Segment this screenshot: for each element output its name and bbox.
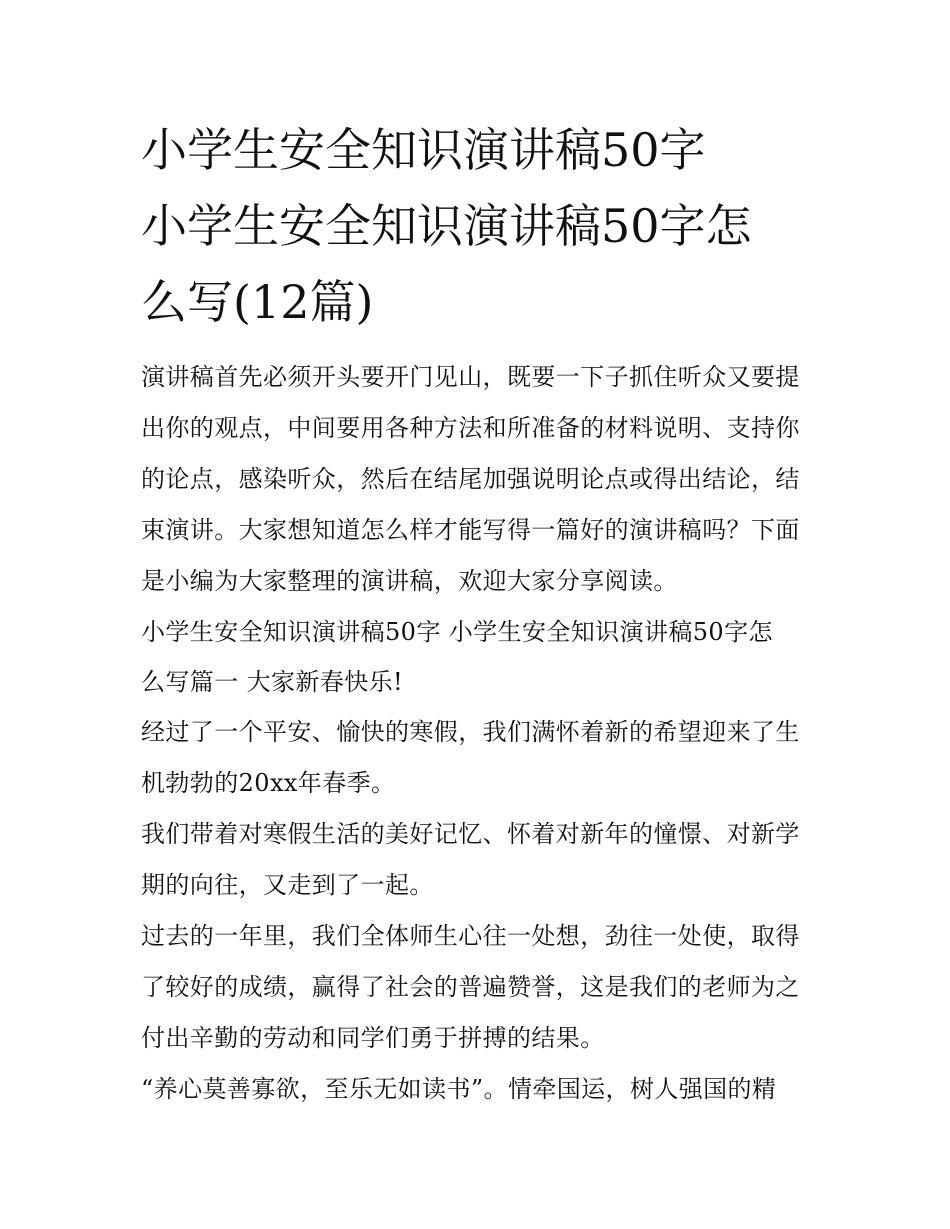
text-line: 机勃勃的20xx年春季。 (141, 769, 396, 797)
title-line-3: 么写(12篇) (141, 275, 374, 329)
title-line-1: 小学生安全知识演讲稿50字 (141, 123, 706, 177)
text-line: 演讲稿首先必须开头要开门见山，既要一下子抓住听众又要提 (141, 363, 800, 391)
paragraph-intro (141, 352, 813, 607)
text-line: 付出辛勤的劳动和同学们勇于拼搏的结果。 (141, 1024, 605, 1052)
paragraph-body (141, 911, 813, 1064)
text-line: 是小编为大家整理的演讲稿，欢迎大家分享阅读。 (141, 567, 678, 595)
text-line: 的论点，感染听众，然后在结尾加强说明论点或得出结论，结 (141, 465, 800, 493)
text-line: 出你的观点，中间要用各种方法和所准备的材料说明、支持你 (141, 414, 800, 442)
document-title (141, 112, 821, 340)
text-line: 小学生安全知识演讲稿50字 小学生安全知识演讲稿50字怎 (141, 618, 773, 646)
text-line: 期的向往，又走到了一起。 (141, 871, 434, 899)
text-line: 过去的一年里，我们全体师生心往一处想，劲往一处使，取得 (141, 922, 800, 950)
text-line: 束演讲。大家想知道怎么样才能写得一篇好的演讲稿吗？下面 (141, 516, 800, 544)
text-line: 了较好的成绩，赢得了社会的普遍赞誉，这是我们的老师为之 (141, 973, 800, 1001)
paragraph-body (141, 1064, 813, 1115)
text-line: 么写篇一 大家新春快乐! (141, 668, 404, 696)
text-line: 我们带着对寒假生活的美好记忆、怀着对新年的憧憬、对新学 (141, 820, 800, 848)
title-line-2: 小学生安全知识演讲稿50字怎 (141, 199, 752, 253)
document-body (141, 352, 813, 1115)
paragraph-body (141, 707, 813, 809)
paragraph-section-heading (141, 607, 813, 707)
paragraph-body (141, 809, 813, 911)
text-line: 经过了一个平安、愉快的寒假，我们满怀着新的希望迎来了生 (141, 718, 800, 746)
text-line: “养心莫善寡欲，至乐无如读书”。情牵国运，树人强国的精 (141, 1075, 777, 1103)
